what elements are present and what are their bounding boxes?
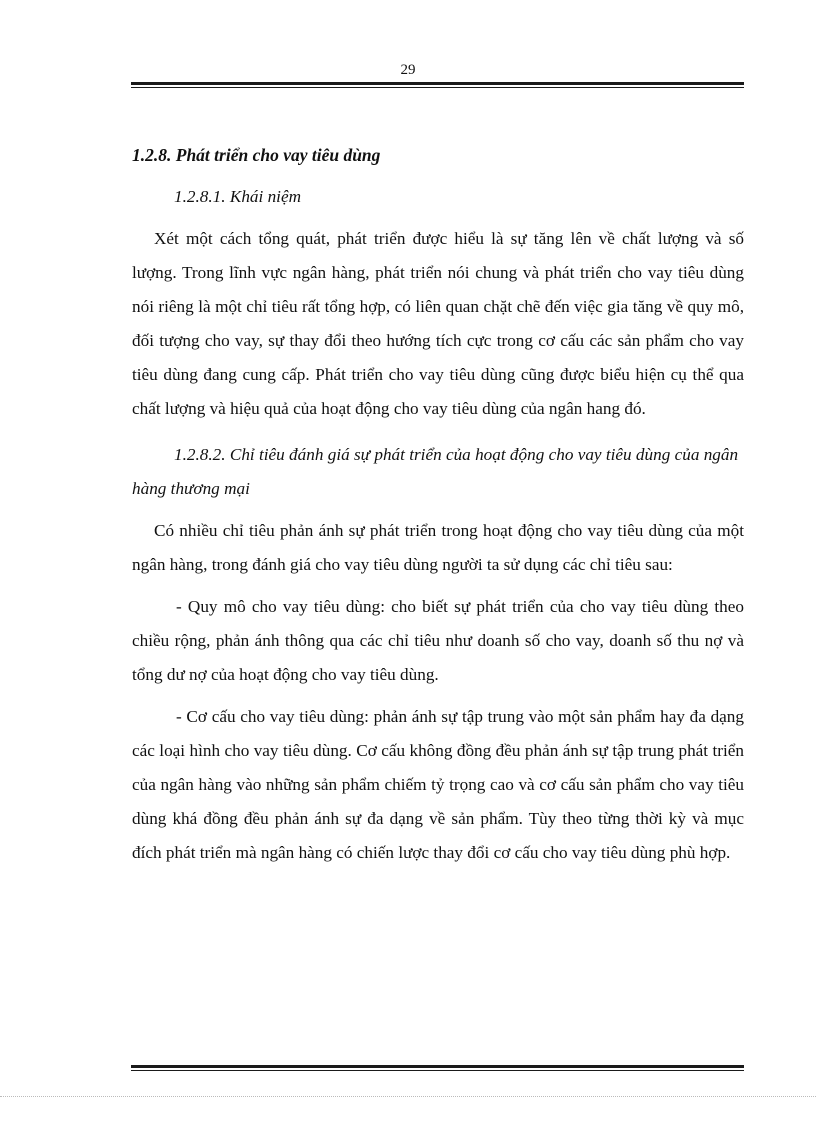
header-rule xyxy=(131,82,744,88)
bullet-loan-structure: - Cơ cấu cho vay tiêu dùng: phản ánh sự tập trung vào một sản phẩm hay đa dạng các loại hình cho vay tiêu dùng. Cơ cấu không đồng đều phản ánh sự tập trung phát triển của ngân hàng vào những sản phẩm chiếm tỷ trọng cao và cơ cấu sản phẩm cho vay tiêu dùng khá đồng đều phản ánh sự đa dạng về sản phẩm. Tùy theo từng thời kỳ và mục đích phát triển mà ngân hàng có chiến lược thay đổi cơ cấu cho vay tiêu dùng phù hợp. xyxy=(132,707,744,862)
subsection-title-criteria: 1.2.8.2. Chỉ tiêu đánh giá sự phát triển của hoạt động cho vay tiêu dùng của ngân hàng thương mại xyxy=(132,445,739,498)
spacer xyxy=(132,692,744,700)
paragraph-concept: Xét một cách tổng quát, phát triển được hiểu là sự tăng lên về chất lượng và số lượng. Trong lĩnh vực ngân hàng, phát triển nói chung và phát triển cho vay tiêu dùng nói riêng là một chỉ tiêu rất tổng hợp, có liên quan chặt chẽ đến việc gia tăng về quy mô, đối tượng cho vay, sự thay đổi theo hướng tích cực trong cơ cấu các sản phẩm cho vay tiêu dùng đang cung cấp. Phát triển cho vay tiêu dùng cũng được biểu hiện cụ thể qua chất lượng và hiệu quả của hoạt động cho vay tiêu dùng của ngân hang đó. xyxy=(132,229,744,418)
spacer xyxy=(132,214,744,222)
spacer xyxy=(132,506,744,514)
section-title: 1.2.8. Phát triển cho vay tiêu dùng xyxy=(132,145,381,165)
paragraph-criteria-intro: Có nhiều chỉ tiêu phản ánh sự phát triển trong hoạt động cho vay tiêu dùng của một ngân hàng, trong đánh giá cho vay tiêu dùng người ta sử dụng các chỉ tiêu sau: xyxy=(132,521,744,574)
subsection-title-concept: 1.2.8.1. Khái niệm xyxy=(174,187,301,206)
bullet-loan-scale: - Quy mô cho vay tiêu dùng: cho biết sự phát triển của cho vay tiêu dùng theo chiều rộng, phản ánh thông qua các chỉ tiêu như doanh số cho vay, doanh số thu nợ và tổng dư nợ của hoạt động cho vay tiêu dùng. xyxy=(132,597,744,684)
spacer xyxy=(132,426,744,438)
footer-rule xyxy=(131,1065,744,1071)
page-edge-dotted-line xyxy=(0,1096,816,1097)
page-content xyxy=(132,140,744,870)
page-number: 29 xyxy=(400,62,416,78)
spacer xyxy=(132,582,744,590)
